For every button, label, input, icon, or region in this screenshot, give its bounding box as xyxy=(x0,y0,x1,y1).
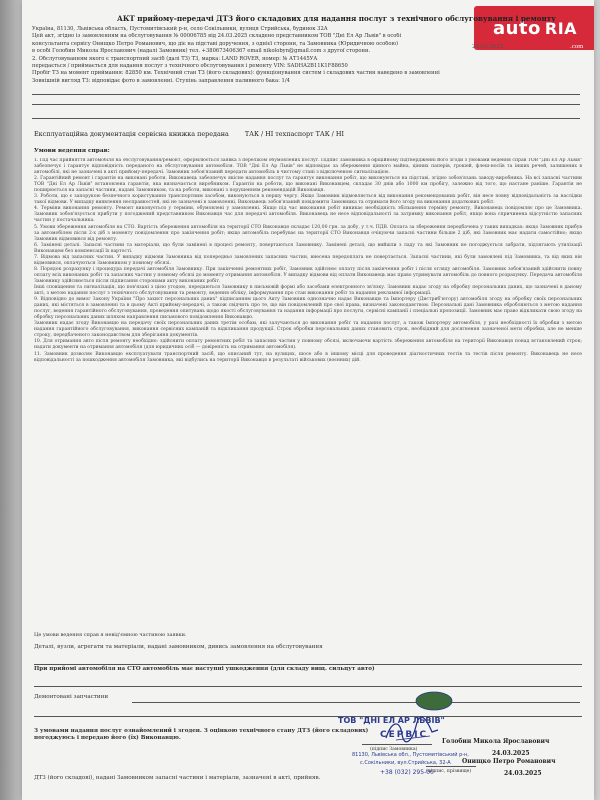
agreement-line: погоджуюсь і передаю його (їх) Виконавцю. xyxy=(34,735,181,741)
stamp-address-1: 81130, Львівська обл., Пустомитівський р-н, xyxy=(352,752,469,758)
customer-date: 24.03.2025 xyxy=(492,750,530,757)
stamp-service: СЕРВІС xyxy=(380,730,429,740)
condition-paragraph: 4. Терміни виконання ремонту. Ремонт виконується у терміни, обумовлені у замовленні. Якщо під час виконання робіт виникає необхідність збільшення терміну ремонту, Виконавець повідомляє про це Замовника. Замовник зобов'язується прибути у погоджений представником Виконавця час для передачі автомобіля. Виконавець не несе відповідальності за затримку виконання робіт, якщо вона спричинена відсутністю запасних частин у постачальника. xyxy=(34,206,582,224)
watermark-domain: .com xyxy=(570,44,584,50)
condition-paragraph: 10. Для отримання авто після ремонту необхідно: здійснити оплату ремонтних робіт та запасних частин у повному обсязі, включаючи вартість збереження автомобіля на території Виконавця понад встановлений строк; надати документи на отримання автомобіля (для юридичних осіб — довіреність на отримання автомобіля). xyxy=(34,339,582,351)
conditions-title: Умови ведення справ: xyxy=(34,148,110,154)
stamp-company-name: ТОВ "ДНІ ЕЛ АР ЛЬВІВ" xyxy=(338,716,445,725)
condition-paragraph: 3. Роботи, що є запорукою безпечного користування транспортним засобом, виконуються в першу чергу. Якщо Замовник відмовляється від виконання рекомендованих робіт, він несе повну відповідальність за наслідки такої відмови. У випадку виявлення несправностей, які не зазначені в замовленні, Виконавець зобов'язаний повідомити Замовника та отримати його згоду на виконання додаткових робіт. xyxy=(34,194,582,206)
customer-signature-caption: (підпис Замовника) xyxy=(370,747,418,752)
blank-line xyxy=(132,702,580,703)
header-line: передається / приймається для надання послуг з технічного обслуговування і ремонту VIN: SADHA2B11K1F88650 xyxy=(32,63,348,70)
condition-paragraph: 2. Гарантійний ремонт і гарантія на виконані роботи. Виконавець забезпечує якісне надання послуг та гарантує виконання робіт, що виконуються на підставі, згідно зобов'язань заводу-виробника. На всі запасні частини ТОВ "Дні Ел Ар Львів" встановлена гарантія, яка визначається виробником. Гарантія на роботи, що виконані Виконавцем, складає 30 днів або 1000 км пробігу, залежно від того, що настане раніше. Гарантія не поширюється на запасні частини, надані Замовником, та на роботи, виконані з порушенням рекомендацій Виконавця. xyxy=(34,176,582,194)
conditions-body xyxy=(34,158,582,678)
land-rover-logo-icon xyxy=(414,690,454,712)
signature-line xyxy=(426,766,476,767)
executor-name: Онищко Петро Романович xyxy=(462,758,556,765)
stamp-phone: +38 (032) 295-00 xyxy=(380,769,434,776)
watermark-brand: auto xyxy=(492,17,541,39)
blank-line xyxy=(32,104,580,105)
docs-label: Експлуатаційна документація сервісна книжка передана xyxy=(34,130,229,138)
executor-signature-caption: (підпис, прізвище) xyxy=(426,769,472,774)
docs-row xyxy=(34,130,582,138)
document-sheet xyxy=(22,0,594,800)
blank-line xyxy=(34,686,582,687)
condition-paragraph: Інші сповіщення та сигналізація, що пов'язані з цією угодою, передаються Замовнику в письмовій формі або засобами електронного зв'язку. Замовник надає згоду на обробку персональних даних, що зазначені в даному акті, з метою надання послуг з технічного обслуговування та ремонту, ведення обліку, інформування про стан виконання робіт та надання рекламної інформації. xyxy=(34,284,582,297)
customer-name: Голобин Микола Ярославович xyxy=(442,738,550,745)
watermark-date: 24.03.2025 xyxy=(472,44,504,50)
condition-paragraph: 8. Порядок розрахунку і процедура передачі автомобіля Замовнику. При закінченні ремонтних робіт, Замовник здійснює оплату після закінчення робіт і після огляду автомобіля. Замовник зобов'язаний здійснити повну оплату всіх виконаних робіт та запасних частин у повному обсязі до моменту отримання автомобіля. У випадку відмови від оплати Виконавець має право утримувати автомобіль до повного розрахунку. Передача автомобіля Замовнику здійснюється після підписання сторонами акту виконаних робіт. xyxy=(34,266,582,284)
return-line: ДТЗ (його складові), надані Замовником запасні частини і матеріали, зазначені в акті, прийняв. xyxy=(34,775,321,781)
paper-shadow-edge xyxy=(0,0,22,800)
blank-line xyxy=(34,716,582,717)
company-stamp xyxy=(340,690,482,800)
header-line: Україна, 81130, Львівська область, Пустомитівський р-н, село Сокільники, вулиця Стрийська, будинок 32А xyxy=(32,26,328,32)
header-line: Зовнішній вигляд ТЗ: відповідає фото в замовленні. Ступінь заправлення паливного бака: 1/4 xyxy=(32,77,290,84)
condition-paragraph: 1. Під час прийняття автомобіля на обслуговування/ремонт, оформлюється заявка з переліком обумовлених послуг. Підпис Замовника в офіційному підтвердженні його згоди з умовами ведення справ ТОВ "Дні Ел Ар Львів" забезпечує і гарантує відповідність переданого на обслуговування автомобіля. ТОВ "Дні Ел Ар Львів" не відповідає за збереження цінного майна, цінних паперів, грошей, флеш-носіїв та інших речей, залишених в автомобілі, які не зазначені в акті прийому-передачі. Замовник зобов'язаний передати автомобіль в чистому стані з відключеною сигналізацією. xyxy=(34,158,582,176)
executor-date: 24.03.2025 xyxy=(504,770,542,777)
document-title: АКТ прийому-передачі ДТЗ його складових для надання послуг з технічного обслуговування і ремонту xyxy=(117,14,556,23)
condition-paragraph: 9. Відповідно до вимог Закону України "Про захист персональних даних" підписанням цього Акту Замовник однозначно надає Виконавцю та Імпортеру (Дистриб'ютору) автомобіля згоду на обробку своїх персональних даних, які містяться в замовленні та в цьому Акті прийому-передачі, а також свідчить про те, що він повідомлений про свої права, визначені законодавством. Персональні дані Замовника обробляються з метою надання послуг, ведення гарантійного обслуговування, проведення опитувань щодо якості обслуговування та надання інформації про послуги, сервісні кампанії і спеціальні пропозиції. Замовник має право відкликати свою згоду на обробку персональних даних шляхом направлення письмового повідомлення Виконавцю. xyxy=(34,297,582,321)
agreement-line: З умовами надання послуг ознайомлений і згоден. З оцінкою технічного стану ДТЗ (його складових) xyxy=(34,728,369,734)
watermark-brand-suffix: RIA xyxy=(544,18,578,38)
dismantled-label: Демонтовані запчастини xyxy=(34,694,109,700)
header-line: Пробіг ТЗ на момент приймання: 82850 км. Технічний стан ТЗ (його складових): функціонування систем і складових частин наведено в замовленні xyxy=(32,70,440,77)
blank-line xyxy=(32,118,580,119)
condition-paragraph: 6. Замінені деталі. Запасні частини та матеріали, що були замінені в процесі ремонту, повертаються Замовнику. Замінені деталі, що вийшли з ладу та які Замовник не погоджується забрати, підлягають утилізації Виконавцем без компенсації їх вартості. xyxy=(34,242,582,254)
ack-line: Це умови ведення справ я невід'ємною частиною заявки. xyxy=(34,632,187,638)
condition-paragraph: Замовник надає згоду Виконавцю на передачу своїх персональних даних третім особам, які залучаються до виконання робіт та надання послуг, а також Імпортеру автомобіля, у разі необхідності їх обробки з метою надання гарантійного обслуговування, виконання сервісних кампаній та відкликання продукції. Строк обробки персональних даних становить строк, необхідний для досягнення зазначеної мети обробки, але не менше строку, передбаченого законодавством для зберігання документів. xyxy=(34,321,582,339)
condition-paragraph: 7. Відмова від запасних частин. У випадку відмови Замовника від попередньо замовлених запасних частин, внесена передоплата не повертається. Запасні частини, які були замовлені під Замовника, та від яких він відмовився, оплачуються Замовником у повному обсязі. xyxy=(34,254,582,266)
condition-paragraph: 11. Замовник дозволяє Виконавцю експлуатувати транспортний засіб, що описаний тут, на вулицях, шосе або в іншому місці для проведення діагностичних тестів та тестів після ремонту. Виконавець не несе відповідальності за пошкодження автомобіля Замовника, які відбулись на території Виконавця в результаті військових (воєнних) дій. xyxy=(34,351,582,363)
accept-label: При прийомі автомобіля на СТО автомобіль має наступні ушкодження (для складу вищ. сильцут авто) xyxy=(34,666,375,672)
header-line: Цей акт, згідно із замовленням на обслуговування № 00006785 від 24.03.2025 складено представником ТОВ "Дні Ел Ар Львів" в особі xyxy=(32,33,402,40)
stamp-address-2: с.Сокільники, вул.Стрийська, 32-А xyxy=(360,760,451,766)
header-line: консультанта сервісу Онищко Петро Романович, що діє на підставі доручення, з однієї сторони, та Замовника (Юридичною особою) xyxy=(32,40,399,47)
blank-line xyxy=(34,664,582,665)
docs-options: ТАК / НІ техпаспорт ТАК / НІ xyxy=(244,130,344,138)
parts-label: Деталі, вузли, агрегати та матеріали, надані замовником, дивись замовлення на обслуговування xyxy=(34,644,323,650)
header-line: в особі Голобин Микола Ярославович (надалі Замовник) тел. +380673406367 email nikolobyn@gmail.com з другої сторони. xyxy=(32,48,371,55)
condition-paragraph: 5. Умови збереження автомобіля на СТО. Вартість збереження автомобіля на території СТО Виконавця складає 120,00 грн. за добу, у т.ч. ПДВ. Оплата за збереження передбачена у таких випадках: якщо Замовник прибув за автомобілем після 2-х діб з моменту повідомлення про закінчення робіт; якщо автомобіль перебуває на території СТО Виконавця очікуючи запасні частини більше 2 діб, які Замовник має надати самостійно; якщо Замовник відмовився від ремонту. xyxy=(34,224,582,242)
header-line: 2. Обслуговуванням якого є транспортний засіб (далі ТЗ) ТЗ, марка: LAND ROVER, номер: № АТ1445УА xyxy=(32,55,318,62)
header-block xyxy=(32,26,580,85)
blank-line xyxy=(32,94,580,95)
